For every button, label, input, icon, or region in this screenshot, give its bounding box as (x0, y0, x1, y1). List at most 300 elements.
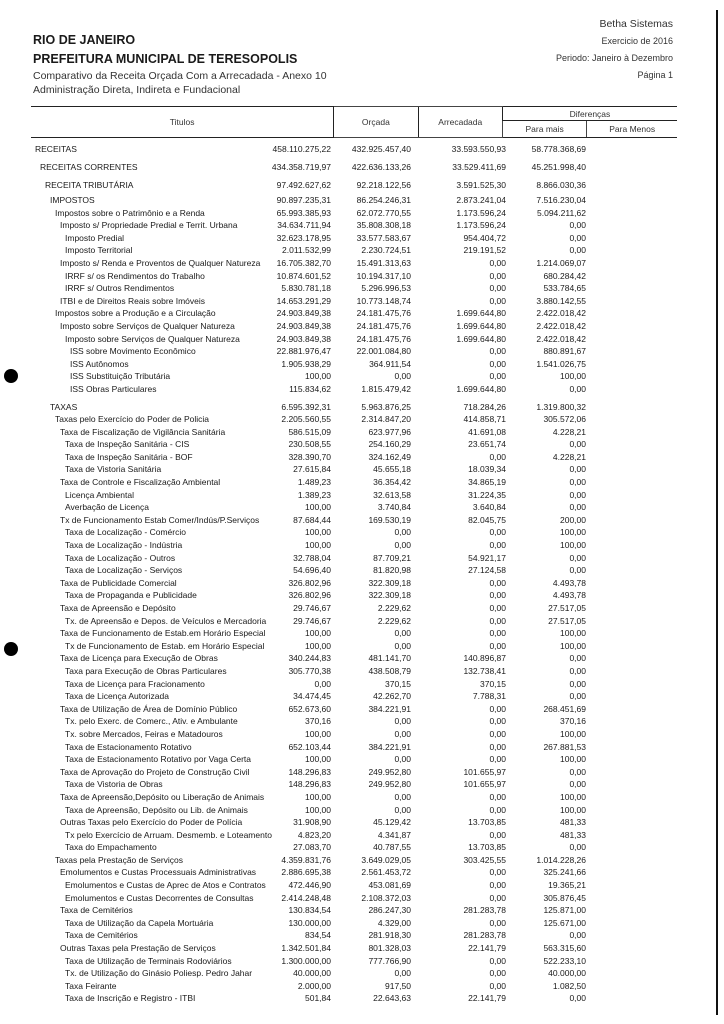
value-arrecadada: 2.229,62 (377, 603, 411, 613)
table-row (31, 463, 677, 476)
value-para-mais: 132.738,41 (463, 665, 506, 676)
value-orcada: 100,00 (305, 754, 331, 765)
value-arrecadada: 0,00 (394, 640, 411, 651)
row-title: Taxas pela Prestação de Serviços (55, 854, 184, 865)
value-para-mais: 0,00 (489, 968, 506, 979)
table-row (31, 176, 677, 194)
value-arrecadada: 24.181.475,76 (356, 333, 411, 344)
value-arrecadada: 15.491.313,63 (356, 257, 411, 268)
value-para-mais: 0,00 (489, 892, 506, 903)
value-arrecadada: 0,00 (394, 540, 411, 551)
value-para-mais: 414.858,71 (463, 414, 506, 425)
value-para-mais: 954.404,72 (463, 232, 506, 243)
entity-name: PREFEITURA MUNICIPAL DE TERESOPOLIS (33, 52, 298, 66)
table-row (31, 333, 677, 346)
value-para-menos: 0,00 (569, 930, 586, 941)
value-arrecadada: 481.141,70 (368, 653, 411, 664)
value-para-menos: 2.422.018,42 (536, 333, 586, 344)
value-orcada: 834,54 (305, 930, 331, 941)
row-title: Taxa de Fiscalização de Vigilância Sanitária (60, 426, 226, 437)
row-title: Taxa de Propaganda e Publicidade (65, 590, 197, 601)
row-title: Tx. sobre Mercados, Feiras e Matadouros (65, 728, 223, 739)
value-orcada: 652.673,60 (288, 703, 331, 714)
table-row (31, 816, 677, 829)
table-row (31, 753, 677, 766)
value-orcada: 14.653.291,29 (276, 295, 331, 306)
value-para-mais: 31.224,35 (468, 489, 506, 500)
value-orcada: 87.684,44 (293, 514, 331, 525)
row-title: Taxa de Estacionamento Rotativo por Vaga Certa (65, 754, 252, 765)
row-title: ISS sobre Movimento Econômico (70, 346, 196, 357)
report-meta (556, 16, 673, 84)
row-title: Taxa de Utilização de Área de Domínio Público (60, 703, 238, 714)
value-orcada: 29.746,67 (293, 603, 331, 613)
value-arrecadada: 35.808.308,18 (356, 220, 411, 231)
table-header (31, 106, 677, 138)
table-row (31, 615, 677, 628)
row-title: RECEITAS CORRENTES (40, 162, 138, 172)
row-title: Outras Taxas pela Prestação de Serviços (60, 943, 216, 954)
row-title: Imposto Predial (65, 232, 125, 243)
row-title: Imposto s/ Propriedade Predial e Territ. Urbana (60, 220, 238, 231)
value-para-menos: 533.784,65 (543, 283, 586, 294)
value-orcada: 1.342.501,84 (281, 943, 331, 954)
value-arrecadada: 0,00 (394, 716, 411, 727)
value-orcada: 65.993.385,93 (276, 207, 331, 218)
row-title: Taxa de Vistoria Sanitária (65, 464, 162, 475)
table-row (31, 866, 677, 879)
value-para-mais: 0,00 (489, 371, 506, 382)
row-title: Taxa de Cemitérios (65, 930, 138, 941)
value-para-menos: 5.094.211,62 (537, 207, 586, 218)
value-para-mais: 0,00 (489, 754, 506, 765)
table-row (31, 370, 677, 383)
value-orcada: 1.389,23 (297, 489, 331, 500)
value-para-menos: 8.866.030,36 (536, 180, 586, 190)
value-arrecadada: 438.508,79 (368, 665, 411, 676)
value-arrecadada: 249.952,80 (368, 766, 411, 777)
value-para-mais: 0,00 (489, 728, 506, 739)
value-orcada: 10.874.601,52 (276, 270, 331, 281)
value-orcada: 34.634.711,94 (277, 220, 331, 231)
table-row (31, 295, 677, 308)
row-title: Taxa de Estacionamento Rotativo (65, 741, 192, 752)
value-orcada: 434.358.719,97 (271, 162, 331, 172)
value-para-mais: 7.788,31 (472, 691, 506, 702)
value-para-menos: 40.000,00 (548, 968, 586, 979)
table-row (31, 307, 677, 320)
value-para-menos: 100,00 (560, 754, 586, 765)
value-para-mais: 0,00 (489, 615, 506, 626)
value-para-menos: 2.422.018,42 (536, 320, 586, 331)
value-para-menos: 0,00 (569, 439, 586, 450)
row-title: Outras Taxas pelo Exercício do Poder de Polícia (60, 817, 243, 828)
table-row (31, 879, 677, 892)
table-row (31, 232, 677, 245)
value-orcada: 100,00 (305, 540, 331, 551)
row-title: Taxa de Cemitérios (60, 905, 133, 916)
table-row (31, 589, 677, 602)
value-para-mais: 22.141,79 (468, 993, 506, 1004)
value-orcada: 100,00 (305, 804, 331, 815)
value-para-mais: 1.699.644,80 (456, 383, 506, 394)
value-arrecadada: 5.963.876,25 (361, 401, 411, 412)
table-row (31, 552, 677, 565)
value-orcada: 24.903.849,38 (276, 320, 331, 331)
table-row (31, 526, 677, 539)
value-orcada: 22.881.976,47 (276, 346, 331, 357)
value-orcada: 16.705.382,70 (276, 257, 331, 268)
value-arrecadada: 3.649.029,05 (361, 854, 411, 865)
table-row (31, 244, 677, 257)
row-title: Taxa de Publicidade Comercial (60, 577, 177, 588)
row-title: Taxa de Localização - Indústria (65, 540, 183, 551)
value-para-menos: 0,00 (569, 477, 586, 488)
value-para-menos: 370,16 (560, 716, 586, 727)
value-para-menos: 325.241,66 (543, 867, 586, 878)
value-arrecadada: 0,00 (394, 968, 411, 979)
value-arrecadada: 422.636.133,26 (351, 162, 411, 172)
value-arrecadada: 917,50 (385, 980, 411, 991)
value-para-menos: 1.214.069,07 (536, 257, 586, 268)
value-orcada: 100,00 (305, 502, 331, 513)
row-title: Tx. de Utilização do Ginásio Poliesp. Pedro Jahar (65, 968, 253, 979)
value-para-mais: 101.655,97 (463, 766, 506, 777)
row-title: Emolumentos e Custas de Aprec de Atos e Contratos (65, 880, 266, 891)
value-arrecadada: 22.001.084,80 (356, 346, 411, 357)
value-arrecadada: 0,00 (394, 791, 411, 802)
value-para-menos: 125.871,00 (543, 905, 586, 916)
value-arrecadada: 92.218.122,56 (356, 180, 411, 190)
value-para-menos: 100,00 (560, 527, 586, 538)
table-row (31, 766, 677, 779)
value-orcada: 24.903.849,38 (276, 333, 331, 344)
table-row (31, 577, 677, 590)
row-title: Taxa de Inspeção Sanitária - BOF (65, 451, 193, 462)
value-para-mais: 0,00 (489, 527, 506, 538)
value-para-menos: 305.876,45 (543, 892, 586, 903)
value-para-mais: 1.699.644,80 (456, 308, 506, 319)
value-arrecadada: 22.643,63 (373, 993, 411, 1004)
table-row (31, 194, 677, 207)
row-title: Taxa de Controle e Fiscalização Ambiental (60, 477, 221, 488)
table-row (31, 955, 677, 968)
value-para-mais: 0,00 (489, 716, 506, 727)
value-para-menos: 100,00 (560, 728, 586, 739)
value-arrecadada: 62.072.770,55 (356, 207, 411, 218)
value-para-menos: 267.881,53 (543, 741, 586, 752)
value-para-menos: 4.493,78 (552, 590, 586, 601)
state-name: RIO DE JANEIRO (33, 33, 136, 47)
value-para-mais: 1.699.644,80 (456, 320, 506, 331)
value-para-mais: 0,00 (489, 283, 506, 294)
value-orcada: 5.830.781,18 (281, 283, 331, 294)
value-arrecadada: 0,00 (394, 371, 411, 382)
col-titulos: Titulos (31, 107, 334, 138)
row-title: TAXAS (50, 401, 78, 412)
row-title: Taxa de Funcionamento de Estab.em Horário Especial (60, 628, 266, 639)
table-row (31, 564, 677, 577)
value-orcada: 100,00 (305, 728, 331, 739)
value-para-menos: 680.284,42 (543, 270, 586, 281)
table-row (31, 270, 677, 283)
value-arrecadada: 86.254.246,31 (356, 195, 411, 205)
row-title: Taxa do Empachamento (65, 842, 157, 853)
table-row (31, 728, 677, 741)
table-row (31, 158, 677, 176)
value-orcada: 115.834,62 (289, 383, 331, 394)
value-para-mais: 0,00 (489, 540, 506, 551)
value-para-mais: 0,00 (489, 791, 506, 802)
value-para-menos: 481,33 (560, 817, 586, 828)
value-para-menos: 0,00 (569, 552, 586, 563)
value-para-mais: 219.191,52 (463, 245, 506, 256)
value-arrecadada: 10.194.317,10 (356, 270, 411, 281)
value-para-mais: 0,00 (489, 703, 506, 714)
table-row (31, 778, 677, 791)
table-row (31, 791, 677, 804)
value-orcada: 100,00 (305, 640, 331, 651)
report-scope: Administração Direta, Indireta e Fundacional (33, 84, 241, 96)
value-orcada: 4.359.831,76 (281, 854, 331, 865)
value-arrecadada: 32.613,58 (373, 489, 411, 500)
row-title: Taxa de Apreensão, Depósito ou Lib. de Animais (65, 804, 248, 815)
value-para-mais: 0,00 (489, 829, 506, 840)
value-orcada: 130.834,54 (288, 905, 331, 916)
value-para-mais: 0,00 (489, 590, 506, 601)
row-title: Taxa de Apreensão,Depósito ou Liberação de Animais (60, 791, 265, 802)
page-number: Página 1 (637, 70, 673, 80)
value-orcada: 100,00 (305, 527, 331, 538)
value-para-menos: 0,00 (569, 691, 586, 702)
value-para-menos: 100,00 (560, 540, 586, 551)
table-row (31, 501, 677, 514)
value-para-mais: 1.699.644,80 (456, 333, 506, 344)
value-para-menos: 7.516.230,04 (536, 195, 586, 205)
value-orcada: 2.886.695,38 (281, 867, 331, 878)
value-para-mais: 303.425,55 (463, 854, 506, 865)
value-para-menos: 4.228,21 (552, 451, 586, 462)
value-orcada: 2.414.248,48 (281, 892, 331, 903)
row-title: Taxa de Localização - Comércio (65, 527, 186, 538)
row-title: Taxa de Vistoria de Obras (65, 779, 163, 790)
value-para-menos: 0,00 (569, 232, 586, 243)
row-title: Imposto sobre Serviços de Qualquer Natureza (65, 333, 240, 344)
row-title: Emolumentos e Custas Processuais Administrativas (60, 867, 257, 878)
value-para-mais: 0,00 (489, 880, 506, 891)
value-arrecadada: 0,00 (394, 754, 411, 765)
row-title: Imposto Territorial (65, 245, 133, 256)
row-title: Taxa de Licença para Fracionamento (65, 678, 205, 689)
value-para-mais: 1.173.596,24 (456, 207, 506, 218)
value-orcada: 90.897.235,31 (276, 195, 331, 205)
value-arrecadada: 2.229,62 (377, 615, 411, 626)
value-para-menos: 1.541.026,75 (536, 358, 586, 369)
table-row (31, 257, 677, 270)
value-para-menos: 3.880.142,55 (536, 295, 586, 306)
value-arrecadada: 45.655,18 (373, 464, 411, 475)
value-para-mais: 0,00 (489, 980, 506, 991)
value-arrecadada: 45.129,42 (373, 817, 411, 828)
value-para-menos: 0,00 (569, 220, 586, 231)
value-para-menos: 100,00 (560, 791, 586, 802)
value-arrecadada: 40.787,55 (373, 842, 411, 853)
report-title: Comparativo da Receita Orçada Com a Arrecadada - Anexo 10 (33, 70, 327, 82)
value-para-mais: 0,00 (489, 603, 506, 613)
value-para-mais: 281.283,78 (463, 905, 506, 916)
row-title: Tx. pelo Exerc. de Comerc., Ativ. e Ambulante (65, 716, 238, 727)
value-orcada: 652.103,44 (288, 741, 331, 752)
table-row (31, 967, 677, 980)
row-title: Taxa de Localização - Serviços (65, 565, 183, 576)
value-arrecadada: 36.354,42 (373, 477, 411, 488)
table-row (31, 489, 677, 502)
table-row (31, 401, 677, 414)
table-row (31, 841, 677, 854)
row-title: Taxa de Apreensão e Depósito (60, 603, 176, 613)
table-row (31, 904, 677, 917)
table-body (31, 140, 677, 1005)
table-row (31, 413, 677, 426)
table-row (31, 539, 677, 552)
value-arrecadada: 0,00 (394, 804, 411, 815)
value-para-mais: 33.593.550,93 (451, 144, 506, 154)
table-row (31, 829, 677, 842)
value-arrecadada: 81.820,98 (373, 565, 411, 576)
row-title: Tx pelo Exercício de Arruam. Desmemb. e Loteamento (65, 829, 272, 840)
value-para-mais: 82.045,75 (468, 514, 506, 525)
value-para-mais: 41.691,08 (468, 426, 506, 437)
value-para-menos: 305.572,06 (543, 414, 586, 425)
value-arrecadada: 2.561.453,72 (361, 867, 411, 878)
value-orcada: 2.011.532,99 (282, 245, 331, 256)
value-arrecadada: 24.181.475,76 (356, 320, 411, 331)
value-arrecadada: 384.221,91 (368, 741, 411, 752)
value-para-mais: 0,00 (489, 577, 506, 588)
value-para-menos: 0,00 (569, 245, 586, 256)
col-orcada: Orçada (334, 107, 418, 138)
value-para-menos: 0,00 (569, 665, 586, 676)
value-arrecadada: 24.181.475,76 (356, 308, 411, 319)
row-title: Licença Ambiental (65, 489, 134, 500)
table-row (31, 703, 677, 716)
table-row (31, 992, 677, 1005)
row-title: ISS Autônomos (70, 358, 129, 369)
value-arrecadada: 169.530,19 (368, 514, 411, 525)
row-title: Taxa de Licença Autorizada (65, 691, 169, 702)
value-para-mais: 33.529.411,69 (452, 162, 506, 172)
row-title: Emolumentos e Custas Decorrentes de Consultas (65, 892, 254, 903)
value-para-menos: 100,00 (560, 640, 586, 651)
value-orcada: 27.083,70 (293, 842, 331, 853)
value-para-mais: 0,00 (489, 358, 506, 369)
value-orcada: 6.595.392,31 (281, 401, 331, 412)
value-orcada: 54.696,40 (293, 565, 331, 576)
value-para-menos: 27.517,05 (548, 615, 586, 626)
row-title: Impostos sobre a Produção e a Circulação (55, 308, 216, 319)
value-para-menos: 4.228,21 (552, 426, 586, 437)
value-para-menos: 0,00 (569, 383, 586, 394)
value-arrecadada: 777.766,90 (368, 955, 411, 966)
value-arrecadada: 324.162,49 (368, 451, 411, 462)
table-row (31, 980, 677, 993)
value-para-menos: 58.778.368,69 (531, 144, 586, 154)
value-para-mais: 140.896,87 (463, 653, 506, 664)
scan-edge-line (716, 10, 718, 1015)
value-para-menos: 0,00 (569, 565, 586, 576)
value-arrecadada: 2.108.372,03 (361, 892, 411, 903)
value-para-menos: 100,00 (560, 371, 586, 382)
value-orcada: 501,84 (305, 993, 331, 1004)
table-row (31, 892, 677, 905)
row-title: Imposto sobre Serviços de Qualquer Natureza (60, 320, 235, 331)
value-para-menos: 2.422.018,42 (536, 308, 586, 319)
value-para-mais: 18.039,34 (468, 464, 506, 475)
value-arrecadada: 3.740,84 (377, 502, 411, 513)
value-arrecadada: 33.577.583,67 (356, 232, 411, 243)
row-title: Taxas pelo Exercício do Poder de Policia (55, 414, 210, 425)
table-row (31, 690, 677, 703)
value-para-mais: 0,00 (489, 741, 506, 752)
table-row (31, 929, 677, 942)
value-para-menos: 268.451,69 (543, 703, 586, 714)
value-para-mais: 0,00 (489, 955, 506, 966)
table-row (31, 219, 677, 232)
value-para-mais: 0,00 (489, 804, 506, 815)
value-orcada: 230.508,55 (288, 439, 331, 450)
value-arrecadada: 42.262,70 (373, 691, 411, 702)
value-orcada: 32.788,04 (293, 552, 331, 563)
value-para-menos: 0,00 (569, 779, 586, 790)
value-para-menos: 880.891,67 (543, 346, 586, 357)
value-para-menos: 125.671,00 (543, 917, 586, 928)
table-row (31, 438, 677, 451)
report-period: Periodo: Janeiro à Dezembro (555, 53, 673, 63)
value-orcada: 100,00 (305, 371, 331, 382)
vendor-name: Betha Sistemas (599, 18, 673, 30)
value-para-mais: 0,00 (489, 295, 506, 306)
row-title: Taxa de Inspeção Sanitária - CIS (65, 439, 190, 450)
table-row (31, 383, 677, 396)
row-title: ISS Substituição Tributária (70, 371, 171, 382)
row-title: ISS Obras Particulares (70, 383, 157, 394)
value-arrecadada: 432.925.457,40 (351, 144, 411, 154)
value-para-mais: 2.873.241,04 (456, 195, 506, 205)
value-orcada: 148.296,83 (288, 766, 331, 777)
value-para-mais: 0,00 (489, 917, 506, 928)
value-orcada: 458.110.275,22 (272, 144, 331, 154)
row-title: IRRF s/ os Rendimentos do Trabalho (65, 270, 205, 281)
table-row (31, 140, 677, 158)
value-orcada: 29.746,67 (293, 615, 331, 626)
value-orcada: 4.823,20 (297, 829, 331, 840)
value-para-mais: 13.703,85 (468, 842, 506, 853)
value-para-menos: 0,00 (569, 842, 586, 853)
value-para-mais: 3.640,84 (472, 502, 506, 513)
table-row (31, 640, 677, 653)
value-arrecadada: 623.977,96 (368, 426, 411, 437)
value-para-mais: 0,00 (489, 346, 506, 357)
row-title: Tx de Funcionamento de Estab. em Horário Especial (65, 640, 265, 651)
value-para-mais: 13.703,85 (468, 817, 506, 828)
value-para-menos: 27.517,05 (548, 603, 586, 613)
value-orcada: 326.802,96 (288, 577, 331, 588)
value-arrecadada: 322.309,18 (368, 590, 411, 601)
value-para-menos: 522.233,10 (543, 955, 586, 966)
row-title: Tx. de Apreensão e Depos. de Veículos e Mercadoria (65, 615, 267, 626)
row-title: Tx de Funcionamento Estab Comer/Indús/P.Serviços (60, 514, 260, 525)
value-para-mais: 1.173.596,24 (456, 220, 506, 231)
